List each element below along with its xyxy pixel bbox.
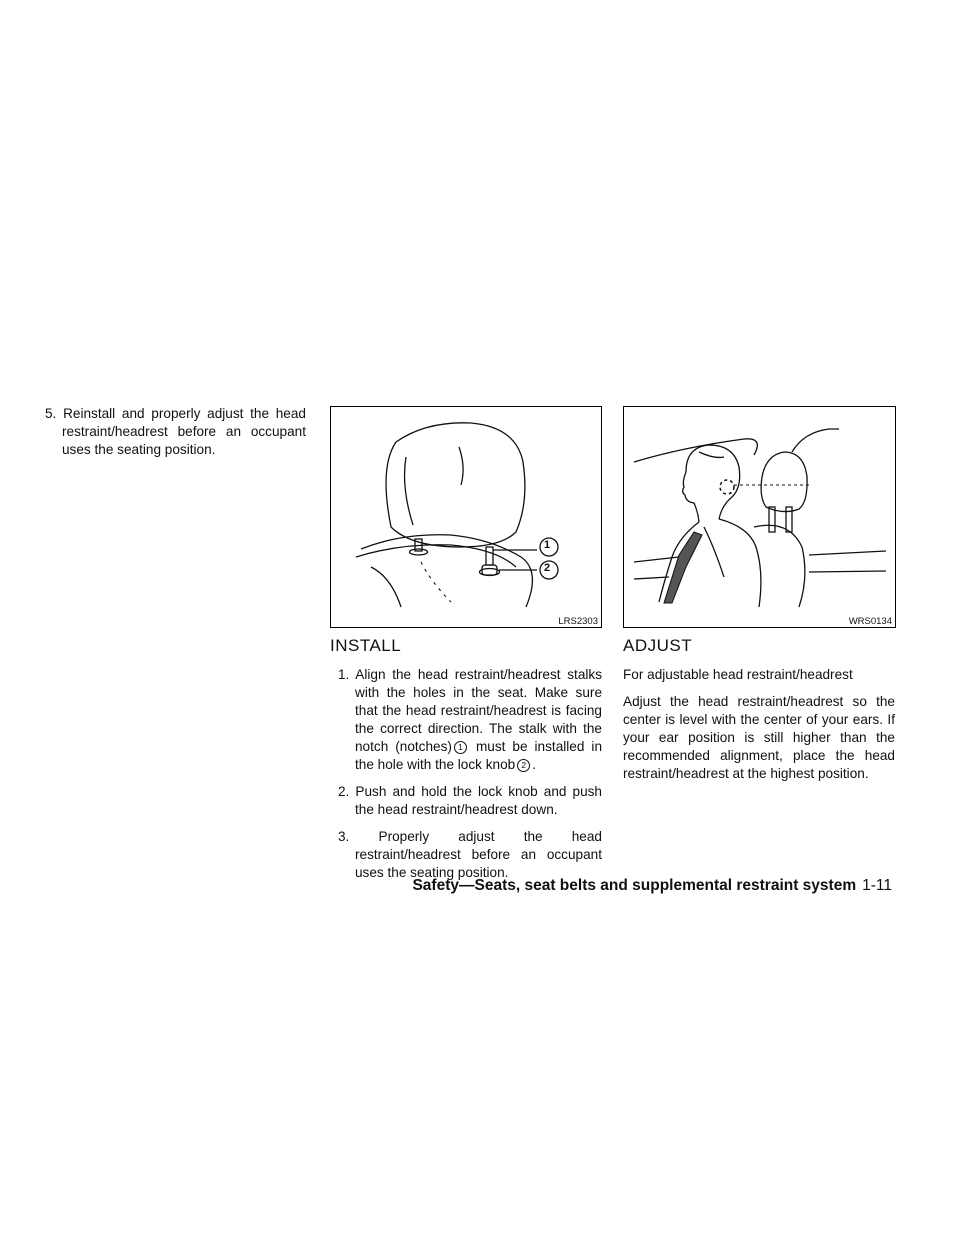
adjust-figure (623, 406, 896, 628)
install-figure-code: LRS2303 (558, 616, 598, 627)
install-step-2-text: Push and hold the lock knob and push the head restraint/headrest down. (355, 784, 602, 817)
install-heading: INSTALL (330, 636, 402, 655)
callout-2: 2 (544, 562, 551, 574)
adjust-figure-code: WRS0134 (848, 616, 892, 627)
adjust-paragraph: Adjust the head restraint/headrest so the center is level with the center of your ears. If your ear position is still higher than the recommended alignment, place the head restraint/headrest at the highest position. (623, 694, 895, 781)
install-step-3 (330, 828, 602, 882)
ref-2-icon: 2 (517, 759, 530, 772)
step-5-number: 5. (45, 406, 57, 421)
install-step-1 (330, 666, 602, 774)
install-step-1-number: 1. (338, 667, 350, 682)
install-figure (330, 406, 602, 628)
install-step-2 (330, 783, 602, 819)
install-section (330, 636, 602, 891)
adjust-subheading: For adjustable head restraint/headrest (623, 667, 853, 682)
adjust-section (623, 636, 895, 783)
callout-1: 1 (544, 539, 551, 551)
step-5-text: Reinstall and properly adjust the head restraint/headrest before an occupant uses the seating position. (62, 406, 306, 457)
step-5 (37, 405, 306, 459)
page-number: 1-11 (862, 877, 892, 894)
install-step-1-text-b: must be installed in the hole with the lock knob (355, 739, 603, 772)
headrest-illustration (331, 407, 601, 627)
ref-1-icon: 1 (454, 741, 467, 754)
footer-section-title: Safety—Seats, seat belts and supplemental restraint system (412, 877, 857, 894)
install-step-1-text-a: Align the head restraint/headrest stalks with the holes in the seat. Make sure that the head restraint/headrest is facing the correct direction. The stalk with the notch (notches) (355, 667, 602, 754)
occupant-headrest-illustration (624, 407, 895, 627)
install-step-2-number: 2. (338, 784, 350, 799)
install-step-3-number: 3. (338, 829, 350, 844)
adjust-heading: ADJUST (623, 636, 693, 655)
left-column (37, 405, 306, 468)
install-step-3-text: Properly adjust the head restraint/headrest before an occupant uses the seating position. (355, 829, 602, 880)
install-step-1-text-c: . (532, 757, 536, 772)
page-footer (412, 877, 892, 895)
